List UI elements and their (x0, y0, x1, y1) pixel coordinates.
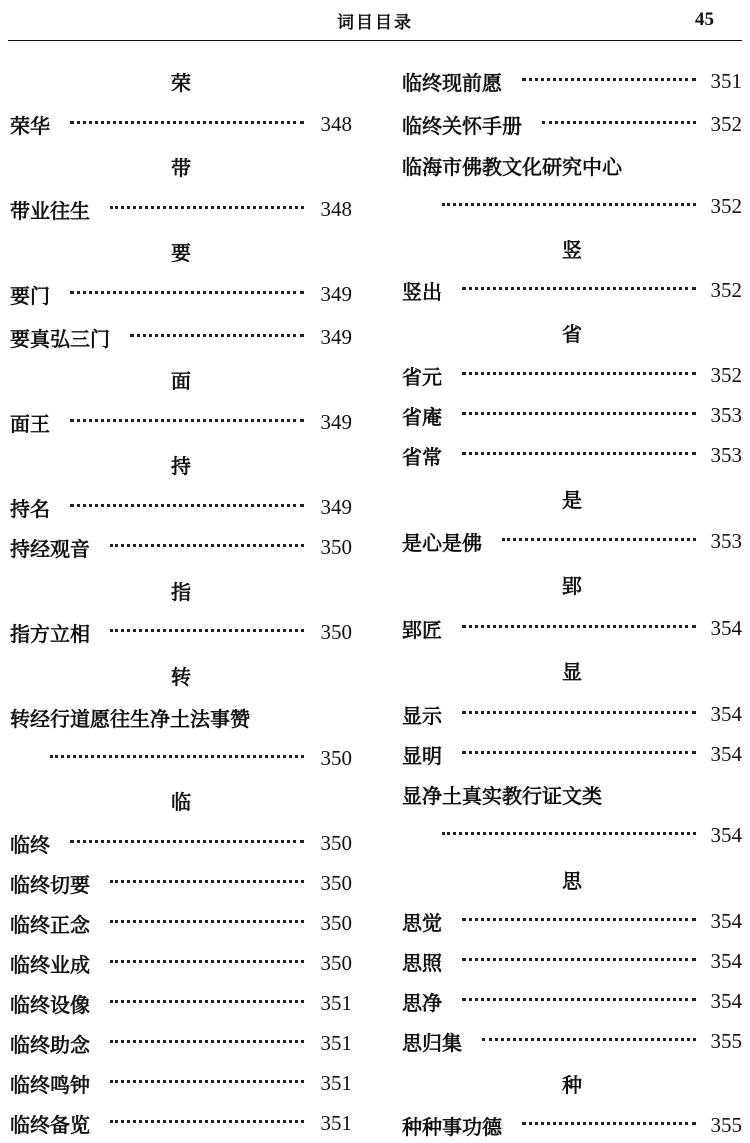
index-entry (402, 984, 742, 1016)
entry-page: 350 (320, 871, 352, 895)
index-entry (10, 946, 352, 978)
entry-term: 要门 (10, 284, 50, 308)
entry-page: 350 (320, 620, 352, 644)
index-entry (10, 1106, 352, 1138)
index-entry (402, 438, 742, 470)
entry-page: 352 (710, 363, 742, 387)
index-entry (402, 697, 742, 729)
entry-continuation (402, 818, 742, 850)
entry-term: 临终正念 (10, 913, 90, 937)
index-entry (402, 944, 742, 976)
index-heading (10, 783, 352, 815)
index-entry (402, 524, 742, 556)
leader-dots (50, 755, 304, 758)
index-entry (10, 986, 352, 1018)
entry-page: 353 (710, 403, 742, 427)
leader-dots (110, 880, 304, 883)
leader-dots (462, 625, 696, 628)
entry-term: 显明 (402, 744, 442, 768)
entry-term: 转经行道愿往生净土法事赞 (10, 707, 250, 731)
index-entry (10, 866, 352, 898)
entry-term: 省常 (402, 445, 442, 469)
index-heading (10, 573, 352, 605)
index-heading (10, 447, 352, 479)
leader-dots (462, 412, 696, 415)
heading-character: 省 (562, 322, 582, 346)
entry-page: 354 (710, 949, 742, 973)
entry-term: 持经观音 (10, 537, 90, 561)
leader-dots (110, 960, 304, 963)
entry-page: 349 (320, 282, 352, 306)
entry-term: 临海市佛教文化研究中心 (402, 155, 622, 179)
leader-dots (110, 206, 304, 209)
entry-page: 350 (320, 535, 352, 559)
entry-term: 思净 (402, 991, 442, 1015)
leader-dots (70, 291, 304, 294)
index-entry (402, 107, 742, 139)
index-entry (402, 358, 742, 390)
index-entry (10, 530, 352, 562)
entry-term: 省庵 (402, 405, 442, 429)
index-entry (10, 192, 352, 224)
leader-dots (462, 998, 696, 1001)
heading-character: 转 (171, 665, 191, 689)
leader-dots (70, 121, 304, 124)
entry-page: 351 (320, 1031, 352, 1055)
entry-page: 350 (320, 746, 352, 770)
index-heading (402, 481, 742, 513)
index-heading (402, 315, 742, 347)
index-heading (402, 1066, 742, 1098)
entry-term: 思归集 (402, 1031, 462, 1055)
entry-term: 临终关怀手册 (402, 114, 522, 138)
entry-term: 持名 (10, 497, 50, 521)
entry-term: 要真弘三门 (10, 327, 110, 351)
entry-page: 350 (320, 951, 352, 975)
entry-page: 353 (710, 443, 742, 467)
entry-term: 临终切要 (10, 873, 90, 897)
index-entry (10, 906, 352, 938)
entry-term: 临终备览 (10, 1113, 90, 1137)
index-entry (402, 398, 742, 430)
index-heading (10, 64, 352, 96)
index-entry (402, 777, 742, 809)
index-heading (10, 362, 352, 394)
leader-dots (522, 78, 696, 81)
leader-dots (462, 711, 696, 714)
entry-continuation (10, 741, 352, 773)
entry-page: 351 (320, 991, 352, 1015)
index-heading (10, 658, 352, 690)
index-heading (402, 567, 742, 599)
leader-dots (70, 419, 304, 422)
entry-term: 荣华 (10, 114, 50, 138)
entry-page: 351 (320, 1111, 352, 1135)
entry-term: 临终鸣钟 (10, 1073, 90, 1097)
heading-character: 思 (562, 869, 582, 893)
index-entry (10, 405, 352, 437)
index-entry (10, 107, 352, 139)
index-heading (402, 862, 742, 894)
index-heading (402, 653, 742, 685)
leader-dots (70, 840, 304, 843)
entry-term: 临终业成 (10, 953, 90, 977)
index-entry (10, 320, 352, 352)
entry-term: 面王 (10, 412, 50, 436)
leader-dots (542, 121, 696, 124)
heading-character: 指 (171, 580, 191, 604)
entry-page: 349 (320, 495, 352, 519)
entry-page: 348 (320, 197, 352, 221)
leader-dots (70, 504, 304, 507)
leader-dots (110, 1000, 304, 1003)
index-entry (402, 904, 742, 936)
index-entry (10, 615, 352, 647)
entry-page: 353 (710, 529, 742, 553)
entry-term: 带业往生 (10, 199, 90, 223)
entry-term: 思照 (402, 951, 442, 975)
entry-continuation (402, 189, 742, 221)
index-entry (402, 64, 742, 96)
heading-character: 竖 (562, 238, 582, 262)
heading-character: 面 (171, 369, 191, 393)
leader-dots (110, 920, 304, 923)
entry-page: 352 (710, 194, 742, 218)
entry-page: 351 (710, 69, 742, 93)
leader-dots (462, 287, 696, 290)
entry-page: 352 (710, 278, 742, 302)
leader-dots (110, 1080, 304, 1083)
entry-page: 350 (320, 911, 352, 935)
entry-term: 显示 (402, 704, 442, 728)
leader-dots (110, 1040, 304, 1043)
index-heading (10, 234, 352, 266)
entry-term: 是心是佛 (402, 531, 482, 555)
leader-dots (482, 1038, 696, 1041)
entry-term: 显净土真实教行证文类 (402, 784, 602, 808)
entry-term: 临终 (10, 833, 50, 857)
leader-dots (130, 334, 304, 337)
entry-term: 指方立相 (10, 622, 90, 646)
heading-character: 显 (562, 660, 582, 684)
entry-term: 种种事功德 (402, 1115, 502, 1139)
heading-character: 持 (171, 454, 191, 478)
index-entry (402, 737, 742, 769)
heading-character: 郢 (562, 574, 582, 598)
header-title: 词目目录 (337, 13, 413, 33)
entry-page: 354 (710, 823, 742, 847)
entry-page: 354 (710, 909, 742, 933)
leader-dots (522, 1122, 696, 1125)
heading-character: 临 (171, 790, 191, 814)
leader-dots (110, 629, 304, 632)
leader-dots (442, 832, 696, 835)
index-entry (402, 1108, 742, 1140)
leader-dots (462, 918, 696, 921)
entry-term: 省元 (402, 365, 442, 389)
entry-page: 349 (320, 325, 352, 349)
index-entry (10, 490, 352, 522)
entry-page: 355 (710, 1113, 742, 1137)
entry-page: 352 (710, 112, 742, 136)
page-number: 45 (695, 9, 714, 30)
entry-page: 349 (320, 410, 352, 434)
index-entry (10, 1066, 352, 1098)
leader-dots (462, 751, 696, 754)
index-heading (10, 149, 352, 181)
entry-term: 郢匠 (402, 618, 442, 642)
entry-page: 354 (710, 989, 742, 1013)
leader-dots (462, 452, 696, 455)
entry-term: 临终设像 (10, 993, 90, 1017)
index-entry (402, 273, 742, 305)
entry-term: 临终现前愿 (402, 71, 502, 95)
entry-term: 竖出 (402, 280, 442, 304)
entry-page: 348 (320, 112, 352, 136)
entry-page: 351 (320, 1071, 352, 1095)
entry-page: 350 (320, 831, 352, 855)
entry-page: 354 (710, 616, 742, 640)
entry-page: 354 (710, 742, 742, 766)
leader-dots (110, 544, 304, 547)
heading-character: 带 (171, 156, 191, 180)
index-entry (10, 826, 352, 858)
entry-term: 思觉 (402, 911, 442, 935)
entry-term: 临终助念 (10, 1033, 90, 1057)
leader-dots (442, 203, 696, 206)
index-entry (402, 1024, 742, 1056)
header-rule (8, 40, 742, 41)
index-heading (402, 231, 742, 263)
index-entry (10, 277, 352, 309)
heading-character: 是 (562, 488, 582, 512)
index-entry (10, 700, 352, 732)
index-entry (402, 611, 742, 643)
leader-dots (462, 372, 696, 375)
leader-dots (502, 538, 696, 541)
heading-character: 荣 (171, 71, 191, 95)
leader-dots (110, 1120, 304, 1123)
leader-dots (462, 958, 696, 961)
index-entry (10, 1026, 352, 1058)
heading-character: 要 (171, 241, 191, 265)
entry-page: 354 (710, 702, 742, 726)
index-entry (402, 148, 742, 180)
heading-character: 种 (562, 1073, 582, 1097)
entry-page: 355 (710, 1029, 742, 1053)
